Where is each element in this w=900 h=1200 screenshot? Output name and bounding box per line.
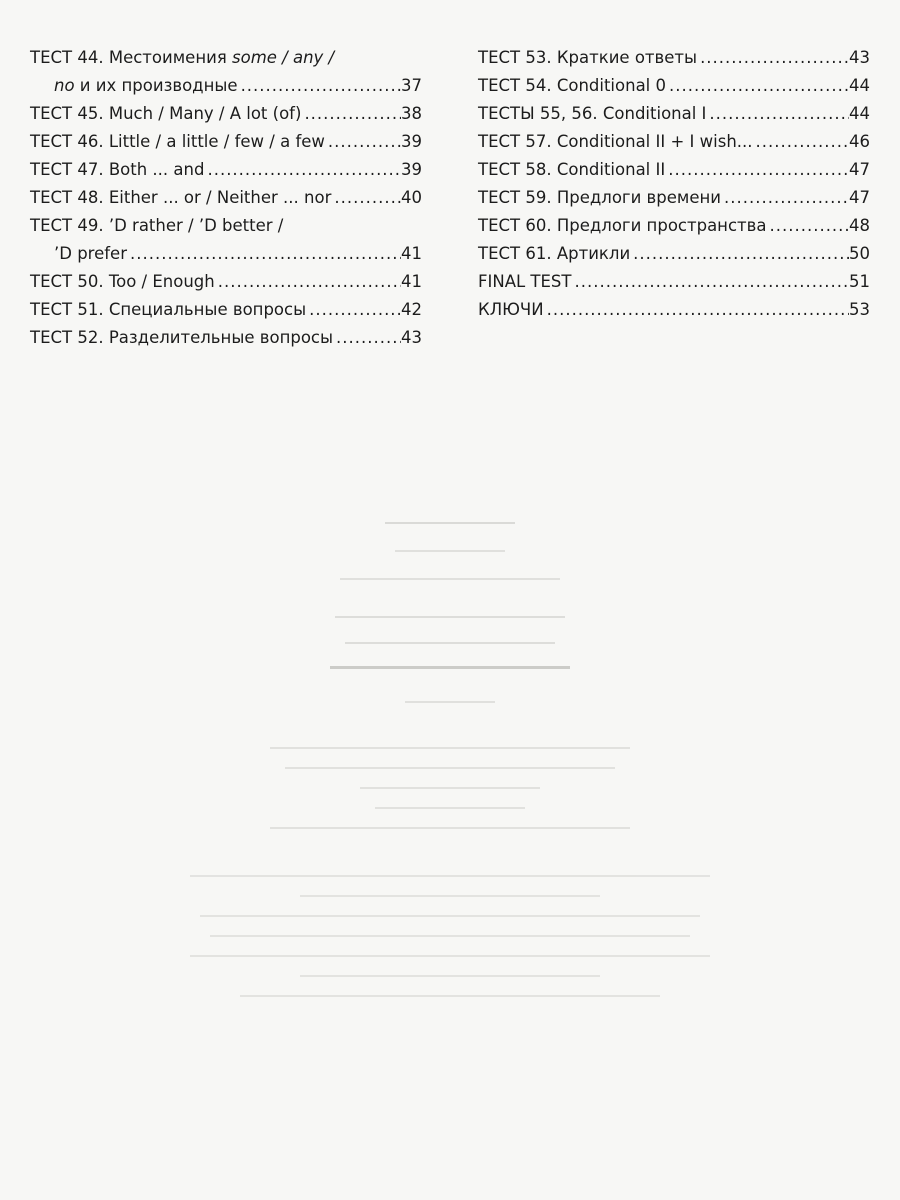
toc-entry-title [478,100,706,128]
toc-entry-italic-text: some / any / [232,48,335,67]
toc-entry-line [30,156,422,184]
toc-dot-leader [666,72,849,100]
toc-entry-line [478,184,870,212]
toc-entry-title [30,44,334,72]
toc-entry-title [30,156,204,184]
toc-entry-text: ТЕСТЫ 55, 56. Conditional I [478,104,707,123]
toc-dot-leader [697,44,849,72]
toc-entry-text: ТЕСТ 57. Conditional II + I wish... [478,132,753,151]
toc-entry-title [478,128,753,156]
toc-entry [478,128,870,156]
toc-entry-line [30,240,422,268]
toc-entry-text: ТЕСТ 53. Краткие ответы [478,48,698,67]
toc-column-left [30,44,422,352]
toc-entry-line [478,128,870,156]
toc-entry-line [478,156,870,184]
toc-entry-text: ТЕСТ 47. Both ... and [30,160,205,179]
toc-entry-text: ТЕСТ 60. Предлоги пространства [478,216,767,235]
toc-entry [30,268,422,296]
toc-page-number: 46 [849,132,870,151]
toc-entry [30,212,422,268]
toc-page-number: 47 [849,188,870,207]
toc-entry [30,324,422,352]
toc-entry-line [478,212,870,240]
toc-page-number: 42 [401,300,422,319]
toc-entry-title [54,240,127,268]
toc-dot-leader [630,240,849,268]
toc-entry-title [478,296,544,324]
reverse-side-imprint [180,510,720,1005]
toc-entry-italic-text: no [54,76,75,95]
toc-entry-text: ТЕСТ 54. Conditional 0 [478,76,667,95]
toc-dot-leader [204,156,401,184]
toc-entry [30,156,422,184]
toc-entry-line [30,128,422,156]
toc-entry [30,44,422,100]
toc-dot-leader [544,296,849,324]
toc-entry-line [30,324,422,352]
toc-entry-line [478,44,870,72]
toc-page-number: 41 [401,244,422,263]
toc-entry-text: ТЕСТ 50. Too / Enough [30,272,215,291]
toc-entry-line [478,240,870,268]
toc-dot-leader [333,324,401,352]
toc-dot-leader [306,296,401,324]
toc-entry-title [478,268,571,296]
toc-dot-leader [127,240,401,268]
toc-entry-text: ТЕСТ 51. Специальные вопросы [30,300,307,319]
toc-entry-title [54,72,238,100]
toc-entry-text: ТЕСТ 44. Местоимения [30,48,233,67]
toc-dot-leader [706,100,849,128]
toc-entry-line [30,72,422,100]
toc-dot-leader [215,268,401,296]
toc-page-number: 51 [849,272,870,291]
toc-entry-line [478,296,870,324]
toc-entry-line [30,100,422,128]
toc-entry-line [30,268,422,296]
toc-entry [30,184,422,212]
toc-entry [478,212,870,240]
toc-entry [478,72,870,100]
toc-page-number: 43 [401,328,422,347]
toc-entry [478,296,870,324]
toc-dot-leader [331,184,401,212]
toc-entry [30,128,422,156]
toc-page-number: 39 [401,132,422,151]
toc-dot-leader [721,184,849,212]
toc-entry-title [30,324,333,352]
toc-page-number: 47 [849,160,870,179]
toc-dot-leader [665,156,849,184]
toc-entry-line [30,296,422,324]
toc-entry-text: КЛЮЧИ [478,300,544,319]
toc-entry-title [478,156,665,184]
toc-entry [478,100,870,128]
toc-dot-leader [325,128,401,156]
toc-page-number: 37 [401,76,422,95]
toc-entry-title [478,72,666,100]
toc-entry-text: FINAL TEST [478,272,572,291]
toc-page-number: 41 [401,272,422,291]
toc-entry-title [30,296,306,324]
toc-entry-text: ’D prefer [54,244,127,263]
toc-entry-line [478,72,870,100]
toc-page-number: 53 [849,300,870,319]
toc-entry [478,184,870,212]
toc-entry-title [30,100,301,128]
toc-entry-text: ТЕСТ 61. Артикли [478,244,631,263]
toc-entry-text: ТЕСТ 52. Разделительные вопросы [30,328,334,347]
toc-entry-title [30,212,283,240]
toc-entry-text: ТЕСТ 46. Little / a little / few / a few [30,132,325,151]
toc-entry-title [30,268,215,296]
toc-entry [478,156,870,184]
toc-entry-text: ТЕСТ 48. Either ... or / Neither ... nor [30,188,332,207]
toc-dot-leader [766,212,849,240]
toc-page-number: 44 [849,76,870,95]
toc-entry-title [30,184,331,212]
toc-page-number: 50 [849,244,870,263]
toc-entry-line [30,212,422,240]
toc-page-number: 38 [401,104,422,123]
toc-page-number: 39 [401,160,422,179]
toc-entry-title [478,212,766,240]
toc-page-number: 44 [849,104,870,123]
toc-entry [478,44,870,72]
toc-dot-leader [753,128,849,156]
toc-entry [30,100,422,128]
toc-column-right [478,44,870,324]
toc-entry-title [478,44,697,72]
toc-dot-leader [238,72,401,100]
toc-entry-title [478,240,630,268]
toc-entry-line [478,268,870,296]
toc-entry-text: ТЕСТ 49. ’D rather / ’D better / [30,216,284,235]
toc-entry [30,296,422,324]
toc-entry [478,268,870,296]
toc-page-number: 40 [401,188,422,207]
toc-entry [478,240,870,268]
toc-entry-title [478,184,721,212]
toc-entry-text: ТЕСТ 58. Conditional II [478,160,666,179]
toc-entry-line [30,44,422,72]
toc-page-number: 48 [849,216,870,235]
toc-entry-title [30,128,325,156]
toc-page-number: 43 [849,48,870,67]
toc-dot-leader [571,268,849,296]
toc-entry-text: ТЕСТ 45. Much / Many / A lot (of) [30,104,302,123]
toc-entry-text: ТЕСТ 59. Предлоги времени [478,188,722,207]
toc-entry-line [30,184,422,212]
toc-entry-text: и их производные [74,76,238,95]
toc-dot-leader [301,100,401,128]
toc-entry-line [478,100,870,128]
